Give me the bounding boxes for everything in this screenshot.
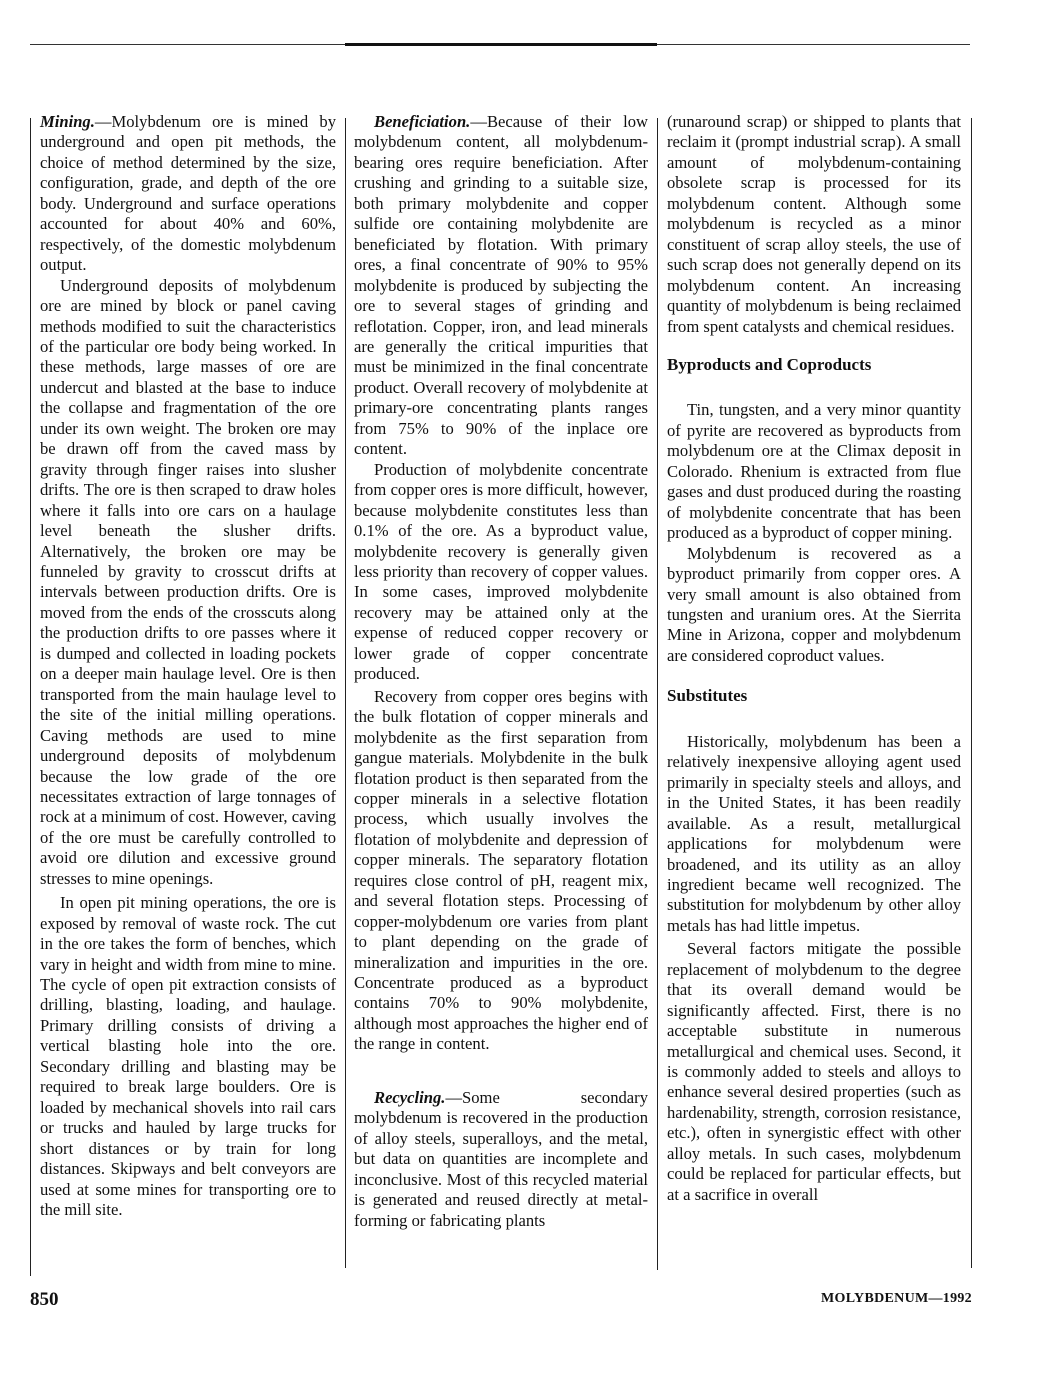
beneficiation-paragraph-3: Recovery from copper ores begins with the bulk flotation of copper minerals and molybdenite as the first separation from gangue materials. Molybdenite in the bulk flotation product is then separated from the copper minerals in a selective flotation process, which usually involves the flotation of molybdenite and depression of copper minerals. The separatory flotation requires close control of pH, reagent mix, and several flotation steps. Processing of copper-molybdenum ore varies from plant to plant depending on the grade of mineralization and impurities in the ore. Concentrate produced as a byproduct contains 70% to 90% molybdenite, although most approaches the higher end of the range in content. — [354, 686, 648, 1054]
column-rule-middle-left — [345, 118, 346, 1268]
column-1 — [40, 112, 336, 1220]
column-rule-middle-right — [657, 118, 658, 1270]
byproducts-paragraph-1: Tin, tungsten, and a very minor quantity of pyrite are recovered as byproducts from molybdenum ore at the Climax deposit in Colorado. Rhenium is extracted from flue gases and dust produced during the roasting of molybdenite concentrate that has been produced as a byproduct of copper mining. — [667, 400, 961, 543]
recycling-run-in-heading: Recycling. — [374, 1087, 446, 1107]
page-number: 850 — [30, 1289, 59, 1310]
beneficiation-paragraph-2: Production of molybdenite concentrate from copper ores is more difficult, however, because molybdenite constitutes less than 0.1% of the ore. As a byproduct value, molybdenite recovery is generally given less priority than recovery of copper values. In some cases, improved molybdenite recovery may be attained only at the expense of reduced copper recovery or lower grade of copper concentrate produced. — [354, 459, 648, 684]
mining-paragraph-1: Mining.—Molybdenum ore is mined by underground and open pit methods, the choice of method determined by the size, configuration, grade, and depth of the ore body. Underground and surface operations accounted for about 40% and 60%, respectively, of the domestic molybdenum output. — [40, 112, 336, 275]
substitutes-heading: Substitutes — [667, 686, 748, 706]
byproducts-heading: Byproducts and Coproducts — [667, 354, 872, 374]
beneficiation-paragraph-1: Beneficiation.—Because of their low molybdenum content, all molybdenum-bearing ores require beneficiation. After crushing and grinding to a suitable size, both primary molybdenite and copper sulfide ore containing molybdenite are beneficiated by flotation. With primary ores, a final concentrate of 90% to 95% molybdenite is produced by subjecting the ore to several stages of grinding and reflotation. Copper, iron, and lead minerals are generally the critical impurities that must be minimized in the final concentrate product. Overall recovery of molybdenite at primary-ore concentrating plants ranges from 75% to 90% of the inplace ore content. — [354, 112, 648, 459]
substitutes-paragraph-2: Several factors mitigate the possible replacement of molybdenum to the degree that its overall demand would be significantly affected. First, there is no acceptable substitute in numerous metallurgical and chemical uses. Second, it is commonly added to steels and alloys to enhance several desired properties (such as hardenability, strength, corrosion resistance, etc.), often in synergistic effect with other alloy metals. In such cases, molybdenum could be replaced for particular effects, but at a sacrifice in overall — [667, 939, 961, 1204]
substitutes-paragraph-1: Historically, molybdenum has been a relatively inexpensive alloying agent used primarily in specialty steels and alloys, and in the United States, it has been readily available. As a result, metallurgical applications for molybdenum were broadened, and its utility as an alloy ingredient became well recognized. The substitution for molybdenum by other alloy metals has had little impetus. — [667, 731, 961, 935]
mining-paragraph-2: Underground deposits of molybdenum ore are mined by block or panel caving methods modified to suit the characteristics of the particular ore body being worked. In these methods, large masses of ore are undercut and blasted at the base to induce the collapse and fragmentation of the ore under its own weight. The broken ore may be drawn off from the caved mass by gravity through finger raises into slusher drifts. The ore is then scraped to draw holes where it falls into ore cars on a haulage level beneath the slusher drifts. Alternatively, the broken ore may be funneled by gravity to crosscut drifts at intervals between production drifts. Ore is moved from the ends of the crosscuts along the production drifts to ore passes where it is dumped and collected in loading pockets on a deeper main haulage level. Ore is then transported from the main haulage level to the site of the initial milling operations. Caving methods are used to mine underground deposits of molybdenum because the low grade of the ore necessitates extraction of large tonnages of rock at a minimum of cost. However, caving of the ore must be carefully controlled to avoid ore dilution and excessive ground stresses to mine openings. — [40, 275, 336, 888]
column-rule-right — [971, 118, 972, 1268]
mining-run-in-heading: Mining. — [40, 112, 95, 131]
beneficiation-run-in-heading: Beneficiation. — [374, 112, 471, 131]
mining-paragraph-3: In open pit mining operations, the ore is exposed by removal of waste rock. The cut in the ore takes the form of benches, which vary in height and width from mine to mine. The cycle of open pit extraction consists of drilling, blasting, loading, and haulage. Primary drilling consists of driving a vertical blasting hole into the ore. Secondary drilling and blasting may be required to break large boulders. Ore is loaded by mechanical shovels into rail cars or trucks and hauled by large trucks for short distances or by train for long distances. Skipways and belt conveyors are used at some mines for transporting ore to the mill site. — [40, 893, 336, 1220]
column-2 — [354, 112, 648, 1231]
header-rule-accent — [345, 43, 657, 46]
column-3 — [667, 112, 961, 1205]
byproducts-paragraph-2: Molybdenum is recovered as a byproduct primarily from copper ores. A very small amount is also obtained from tungsten and uranium ores. At the Sierrita Mine in Arizona, copper and molybdenum are considered coproduct values. — [667, 543, 961, 665]
running-footer-title: MOLYBDENUM—1992 — [821, 1291, 972, 1306]
column-rule-left — [30, 118, 31, 1276]
recycling-paragraph-1: Recycling.—Some secondary molybdenum is recovered in the production of alloy steels, superalloys, and the metal, but data on quantities are incomplete and inconclusive. Most of this recycled material is generated and reused directly at metal-forming or fabricating plants — [354, 1087, 648, 1230]
recycling-continuation: (runaround scrap) or shipped to plants that reclaim it (prompt industrial scrap). A small amount of molybdenum-containing obsolete scrap is processed for its molybdenum content. Although some molybdenum is recycled as a minor constituent of scrap alloy steels, the use of such scrap does not generally depend on its molybdenum content. An increasing quantity of molybdenum is being reclaimed from spent catalysts and chemical residues. — [667, 112, 961, 336]
